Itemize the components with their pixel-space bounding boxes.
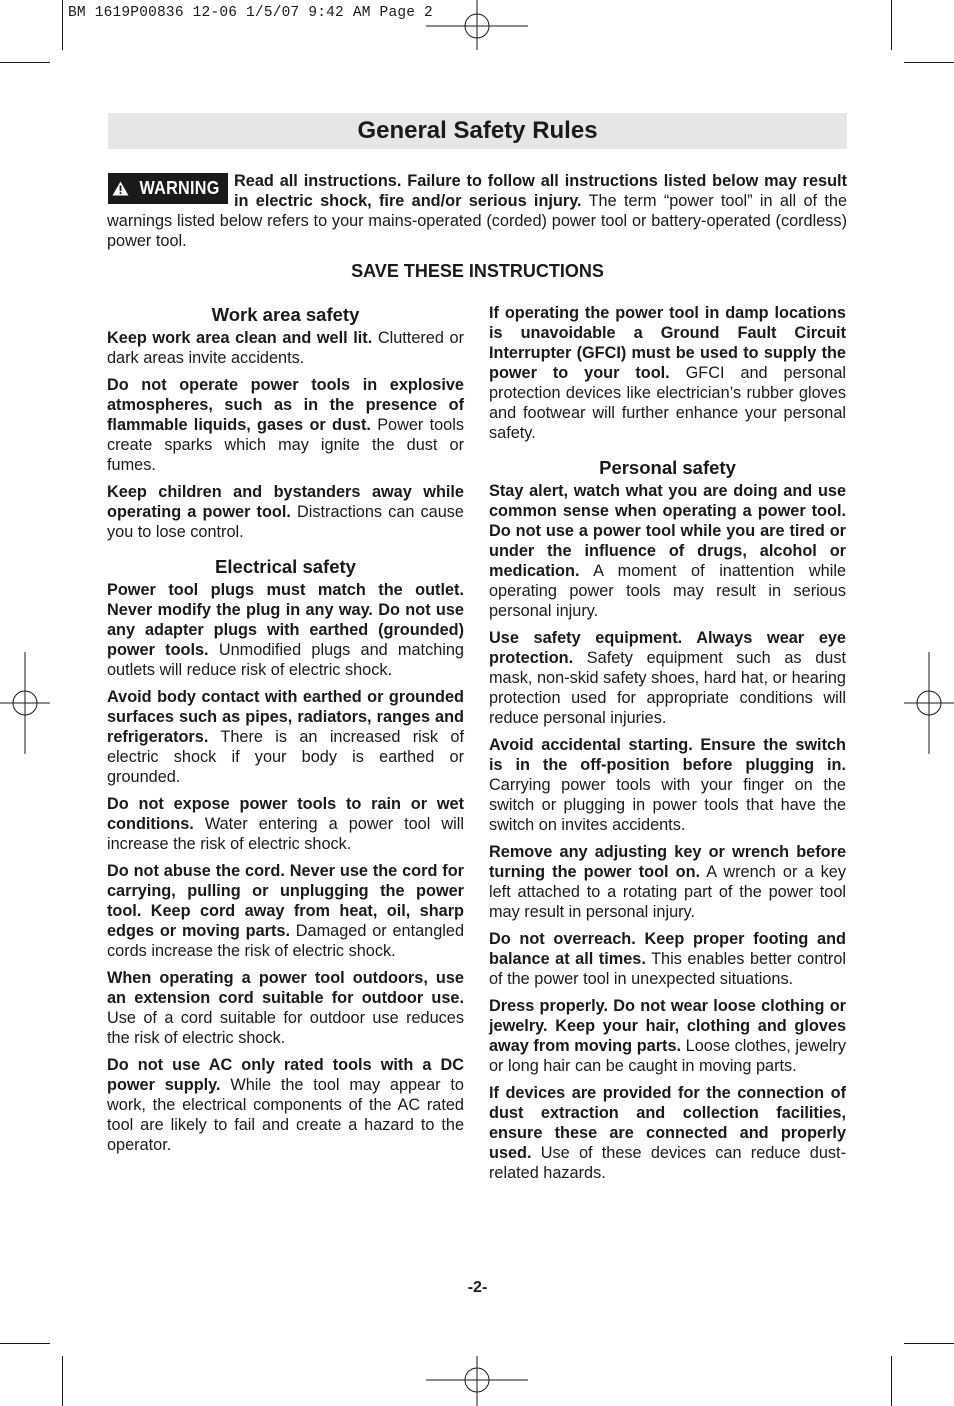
warning-text xyxy=(107,171,847,251)
page-number: -2- xyxy=(467,1279,488,1296)
section-heading-personal: Personal safety xyxy=(599,457,736,478)
crop-mark-top-right-v xyxy=(891,0,892,50)
crop-mark-top-left-h xyxy=(0,62,50,63)
section-heading-work-area: Work area safety xyxy=(211,304,360,325)
rule-text: A moment of inattention while operating power tools may result in serious personal injury. xyxy=(489,562,846,620)
rule-text: Unmodified plugs and matching outlets will reduce risk of electric shock. xyxy=(107,641,464,679)
rule-paragraph xyxy=(107,861,464,961)
rule-text: Cluttered or dark areas invite accidents. xyxy=(107,329,464,367)
rule-paragraph xyxy=(489,996,846,1076)
right-column xyxy=(489,303,846,1190)
crop-mark-bottom-right-h xyxy=(904,1343,954,1344)
rule-bold: If operating the power tool in damp locations is unavoidable a Ground Fault Circuit Interrupter (GFCI) must be used to supply the power to your tool. xyxy=(489,304,846,382)
rule-text: Use of these devices can reduce dust-related hazards. xyxy=(489,1144,846,1182)
rule-text: Distractions can cause you to lose control. xyxy=(107,503,464,541)
rule-text: GFCI and personal protection devices like electrician’s rubber gloves and footwear will further enhance your personal safety. xyxy=(489,364,846,442)
left-column xyxy=(107,303,464,1162)
page-title: General Safety Rules xyxy=(357,117,598,144)
rule-text: Loose clothes, jewelry or long hair can be caught in moving parts. xyxy=(489,1037,846,1075)
rule-text: Power tools create sparks which may ignite the dust or fumes. xyxy=(107,416,464,474)
rule-paragraph xyxy=(107,794,464,854)
rule-paragraph xyxy=(107,1055,464,1155)
rule-text: There is an increased risk of electric shock if your body is earthed or grounded. xyxy=(107,728,464,786)
rule-bold: Dress properly. Do not wear loose clothing or jewelry. Keep your hair, clothing and gloves away from moving parts. xyxy=(489,997,846,1055)
rule-text: Carrying power tools with your finger on the switch or plugging in power tools that have the switch on invites accidents. xyxy=(489,776,846,834)
rule-bold: Do not operate power tools in explosive atmospheres, such as in the presence of flammable liquids, gases or dust. xyxy=(107,376,464,434)
rule-paragraph xyxy=(489,842,846,922)
rule-bold: Remove any adjusting key or wrench before turning the power tool on. xyxy=(489,843,846,881)
rule-paragraph xyxy=(489,735,846,835)
rule-bold: If devices are provided for the connection of dust extraction and collection facilities, ensure these are connected and properly used. xyxy=(489,1084,846,1162)
rule-bold: Use safety equipment. Always wear eye protection. xyxy=(489,629,846,667)
rule-paragraph xyxy=(107,968,464,1048)
crop-mark-top-left-v xyxy=(62,0,63,50)
rule-paragraph xyxy=(107,328,464,368)
rule-bold: Keep work area clean and well lit. xyxy=(107,329,373,347)
rule-text: Water entering a power tool will increase the risk of electric shock. xyxy=(107,815,464,853)
rule-text: Damaged or entangled cords increase the risk of electric shock. xyxy=(107,922,464,960)
registration-mark-left-icon xyxy=(0,652,50,754)
rule-paragraph xyxy=(107,482,464,542)
rule-paragraph xyxy=(489,303,846,443)
rule-paragraph xyxy=(489,1083,846,1183)
rule-bold: Power tool plugs must match the outlet. Never modify the plug in any way. Do not use any adapter plugs with earthed (grounded) power tools. xyxy=(107,581,464,659)
rule-paragraph xyxy=(489,929,846,989)
rule-text: While the tool may appear to work, the electrical components of the AC rated tool are likely to fail and create a hazard to the operator. xyxy=(107,1076,464,1154)
rule-paragraph xyxy=(107,375,464,475)
crop-mark-top-right-h xyxy=(904,62,954,63)
registration-mark-right-icon xyxy=(904,652,954,754)
registration-mark-top-icon xyxy=(426,0,528,50)
crop-mark-bottom-left-v xyxy=(62,1356,63,1406)
print-slug: BM 1619P00836 12-06 1/5/07 9:42 AM Page 2 xyxy=(68,5,433,21)
crop-mark-bottom-left-h xyxy=(0,1343,50,1344)
rule-bold: When operating a power tool outdoors, use an extension cord suitable for outdoor use. xyxy=(107,969,464,1007)
rule-bold: Avoid accidental starting. Ensure the switch is in the off-position before plugging in. xyxy=(489,736,846,774)
rule-paragraph xyxy=(107,687,464,787)
rule-bold: Stay alert, watch what you are doing and use common sense when operating a power tool. Do not use a power tool while you are tired or under the influence of drugs, alcohol or medication. xyxy=(489,482,846,580)
rule-bold: Do not expose power tools to rain or wet conditions. xyxy=(107,795,464,833)
warning-bold-text: Read all instructions. Failure to follow all instructions listed below may result in electric shock, fire and/or serious injury. xyxy=(234,172,847,210)
rule-bold: Keep children and bystanders away while operating a power tool. xyxy=(107,483,464,521)
rule-bold: Do not abuse the cord. Never use the cord for carrying, pulling or unplugging the power tool. Keep cord away from heat, oil, sharp edges or moving parts. xyxy=(107,862,464,940)
warning-body-text: The term “power tool” in all of the warnings listed below refers to your mains-operated (corded) power tool or battery-operated (cordless) power tool. xyxy=(107,192,847,250)
section-heading-electrical: Electrical safety xyxy=(215,556,356,577)
rule-paragraph xyxy=(107,580,464,680)
save-instructions-heading: SAVE THESE INSTRUCTIONS xyxy=(351,261,604,281)
rule-text: Safety equipment such as dust mask, non-skid safety shoes, hard hat, or hearing protection used for appropriate conditions will reduce personal injuries. xyxy=(489,649,846,727)
rule-text: A wrench or a key left attached to a rotating part of the power tool may result in personal injury. xyxy=(489,863,846,921)
rule-paragraph xyxy=(489,628,846,728)
rule-bold: Do not use AC only rated tools with a DC power supply. xyxy=(107,1056,464,1094)
warning-label: WARNING xyxy=(139,178,220,198)
rule-paragraph xyxy=(489,481,846,621)
rule-text: Use of a cord suitable for outdoor use reduces the risk of electric shock. xyxy=(107,1009,464,1047)
rule-bold: Do not overreach. Keep proper footing and balance at all times. xyxy=(489,930,846,968)
rule-bold: Avoid body contact with earthed or grounded surfaces such as pipes, radiators, ranges and refrigerators. xyxy=(107,688,464,746)
crop-mark-bottom-right-v xyxy=(891,1356,892,1406)
rule-text: This enables better control of the power tool in unexpected situations. xyxy=(489,950,847,988)
registration-mark-bottom-icon xyxy=(426,1356,528,1406)
